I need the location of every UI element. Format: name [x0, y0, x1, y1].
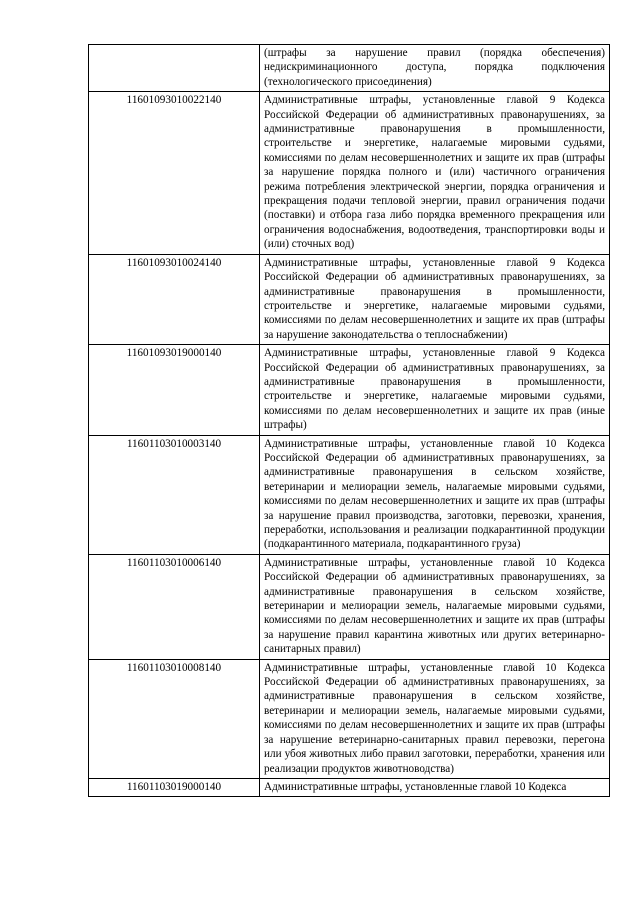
description-cell: Административные штрафы, установленные главой 9 Кодекса Российской Федерации об административных правонарушениях, за административные правонарушения в промышленности, строительстве и энергетике, налагаемые мировыми судьями, комиссиями по делам несовершеннолетних и защите их прав (штрафы за нарушение порядка полного и (или) частичного ограничения режима потребления электрической энергии, порядка ограничения и прекращения подачи тепловой энергии, правил ограничения подачи (поставки) и отбора газа либо порядка временного прекращения или ограничения водоснабжения, водоотведения, транспортировки воды и (или) сточных вод) [260, 92, 610, 254]
table-row [89, 254, 610, 344]
code-cell: 11601093010024140 [89, 254, 260, 344]
code-cell: 11601103010008140 [89, 659, 260, 778]
description-cell: Административные штрафы, установленные главой 10 Кодекса [260, 778, 610, 796]
code-cell [89, 45, 260, 92]
table-row [89, 435, 610, 554]
table-row [89, 659, 610, 778]
description-cell: Административные штрафы, установленные главой 9 Кодекса Российской Федерации об административных правонарушениях, за административные правонарушения в промышленности, строительстве и энергетике, налагаемые мировыми судьями, комиссиями по делам несовершеннолетних и защите их прав (штрафы за нарушение законодательства о теплоснабжении) [260, 254, 610, 344]
table-row [89, 92, 610, 254]
code-cell: 11601103019000140 [89, 778, 260, 796]
description-cell: Административные штрафы, установленные главой 10 Кодекса Российской Федерации об административных правонарушениях, за административные правонарушения в сельском хозяйстве, ветеринарии и мелиорации земель, налагаемые мировыми судьями, комиссиями по делам несовершеннолетних и защите их прав (штрафы за нарушение правил карантина животных или других ветеринарно-санитарных правил) [260, 554, 610, 659]
table-row [89, 345, 610, 435]
budget-codes-table [88, 44, 610, 797]
code-cell: 11601103010003140 [89, 435, 260, 554]
code-cell: 11601093010022140 [89, 92, 260, 254]
description-cell: Административные штрафы, установленные главой 9 Кодекса Российской Федерации об административных правонарушениях, за административные правонарушения в промышленности, строительстве и энергетике, налагаемые мировыми судьями, комиссиями по делам несовершеннолетних и защите их прав (иные штрафы) [260, 345, 610, 435]
code-cell: 11601093019000140 [89, 345, 260, 435]
table-row [89, 778, 610, 796]
description-cell: Административные штрафы, установленные главой 10 Кодекса Российской Федерации об административных правонарушениях, за административные правонарушения в сельском хозяйстве, ветеринарии и мелиорации земель, налагаемые мировыми судьями, комиссиями по делам несовершеннолетних и защите их прав (штрафы за нарушение правил производства, заготовки, перевозки, хранения, переработки, использования и реализации подкарантинной продукции (подкарантинного материала, подкарантинного груза) [260, 435, 610, 554]
description-cell: (штрафы за нарушение правил (порядка обеспечения) недискриминационного доступа, порядка подключения (технологического присоединения) [260, 45, 610, 92]
table-row [89, 45, 610, 92]
code-cell: 11601103010006140 [89, 554, 260, 659]
table-row [89, 554, 610, 659]
description-cell: Административные штрафы, установленные главой 10 Кодекса Российской Федерации об административных правонарушениях, за административные правонарушения в сельском хозяйстве, ветеринарии и мелиорации земель, налагаемые мировыми судьями, комиссиями по делам несовершеннолетних и защите их прав (штрафы за нарушение ветеринарно-санитарных правил перевозки, перегона или убоя животных либо правил заготовки, переработки, хранения или реализации продуктов животноводства) [260, 659, 610, 778]
